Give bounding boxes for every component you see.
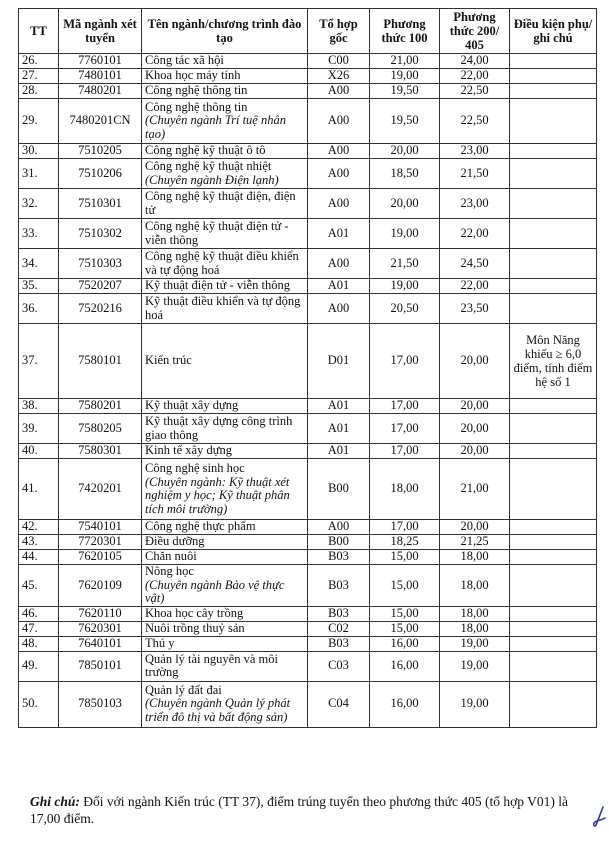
row-number: 40. <box>19 444 59 459</box>
table-row <box>19 535 597 550</box>
table-row <box>19 565 597 607</box>
table-row <box>19 459 597 520</box>
program-specialization-text: (Chuyên ngành Quản lý phát triển đô thị và bất động sản) <box>145 696 291 724</box>
score-method-200: 20,00 <box>440 399 510 414</box>
subject-combination: A01 <box>308 414 370 444</box>
additional-condition <box>510 550 597 565</box>
additional-condition <box>510 189 597 219</box>
program-name <box>142 414 308 444</box>
table-row <box>19 399 597 414</box>
program-name <box>142 54 308 69</box>
score-method-200: 22,00 <box>440 219 510 249</box>
table-row <box>19 159 597 189</box>
program-name <box>142 99 308 144</box>
program-name-text: Công nghệ kỹ thuật ô tô <box>145 143 266 158</box>
subject-combination: A00 <box>308 84 370 99</box>
score-method-100: 18,25 <box>370 535 440 550</box>
table-row <box>19 99 597 144</box>
program-name-text: Kỹ thuật xây dựng <box>145 398 239 413</box>
score-method-100: 19,50 <box>370 84 440 99</box>
program-name-text: Công tác xã hội <box>145 53 224 68</box>
subject-combination: D01 <box>308 324 370 399</box>
score-method-200: 19,00 <box>440 636 510 651</box>
program-name <box>142 219 308 249</box>
program-code: 7510205 <box>59 144 142 159</box>
program-code: 7760101 <box>59 54 142 69</box>
table-row <box>19 606 597 621</box>
additional-condition <box>510 279 597 294</box>
table-row <box>19 219 597 249</box>
program-code: 7510301 <box>59 189 142 219</box>
score-method-200: 18,00 <box>440 606 510 621</box>
program-code: 7510206 <box>59 159 142 189</box>
additional-condition <box>510 99 597 144</box>
row-number: 46. <box>19 606 59 621</box>
program-code: 7480201CN <box>59 99 142 144</box>
additional-condition: Môn Năng khiếu ≥ 6,0 điểm, tính điểm hệ số 1 <box>510 324 597 399</box>
score-method-200: 21,25 <box>440 535 510 550</box>
score-method-100: 20,50 <box>370 294 440 324</box>
program-specialization-text: (Chuyên ngành Điện lạnh) <box>145 172 279 187</box>
row-number: 31. <box>19 159 59 189</box>
row-number: 48. <box>19 636 59 651</box>
row-number: 42. <box>19 520 59 535</box>
program-name-text: Công nghệ thực phẩm <box>145 519 256 534</box>
header-method-200: Phương thức 200/ 405 <box>440 9 510 54</box>
table-row <box>19 550 597 565</box>
program-name-text: Công nghệ thông tin <box>145 83 248 98</box>
footnote-text: Đối với ngành Kiến trúc (TT 37), điểm trúng tuyển theo phương thức 405 (tổ hợp V01) là 17,00 điểm. <box>30 794 568 826</box>
program-name <box>142 636 308 651</box>
additional-condition <box>510 159 597 189</box>
additional-condition <box>510 84 597 99</box>
signature-mark-icon <box>591 806 607 828</box>
row-number: 41. <box>19 459 59 520</box>
additional-condition <box>510 249 597 279</box>
program-name-text: Công nghệ kỹ thuật điện tử - viễn thông <box>145 219 289 247</box>
table-row <box>19 324 597 399</box>
table-row <box>19 520 597 535</box>
subject-combination: B03 <box>308 606 370 621</box>
admission-score-table <box>18 8 597 728</box>
program-name-text: Công nghệ kỹ thuật nhiệt <box>145 159 272 173</box>
score-method-200: 18,00 <box>440 565 510 607</box>
table-body <box>19 54 597 728</box>
subject-combination: A01 <box>308 399 370 414</box>
program-code: 7580205 <box>59 414 142 444</box>
additional-condition <box>510 606 597 621</box>
program-code: 7620109 <box>59 565 142 607</box>
score-method-100: 15,00 <box>370 565 440 607</box>
additional-condition <box>510 681 597 727</box>
program-name <box>142 159 308 189</box>
row-number: 47. <box>19 621 59 636</box>
program-name-text: Chăn nuôi <box>145 549 197 564</box>
table-row <box>19 636 597 651</box>
additional-condition <box>510 444 597 459</box>
program-name <box>142 606 308 621</box>
table-row <box>19 279 597 294</box>
table-row <box>19 681 597 727</box>
score-method-100: 21,50 <box>370 249 440 279</box>
score-method-200: 18,00 <box>440 550 510 565</box>
program-name-text: Quản lý tài nguyên và môi trường <box>145 651 278 679</box>
subject-combination: A00 <box>308 159 370 189</box>
program-code: 7580101 <box>59 324 142 399</box>
score-method-100: 20,00 <box>370 144 440 159</box>
program-code: 7620105 <box>59 550 142 565</box>
additional-condition <box>510 636 597 651</box>
score-method-100: 18,00 <box>370 459 440 520</box>
program-name <box>142 681 308 727</box>
table-row <box>19 249 597 279</box>
score-method-100: 19,00 <box>370 69 440 84</box>
table-row <box>19 69 597 84</box>
row-number: 35. <box>19 279 59 294</box>
subject-combination: C02 <box>308 621 370 636</box>
subject-combination: B03 <box>308 565 370 607</box>
subject-combination: B00 <box>308 459 370 520</box>
subject-combination: A00 <box>308 189 370 219</box>
program-name-text: Kỹ thuật điều khiển và tự động hoá <box>145 294 301 322</box>
program-code: 7540101 <box>59 520 142 535</box>
row-number: 32. <box>19 189 59 219</box>
additional-condition <box>510 294 597 324</box>
program-code: 7580201 <box>59 399 142 414</box>
program-code: 7480201 <box>59 84 142 99</box>
program-code: 7620301 <box>59 621 142 636</box>
program-code: 7520207 <box>59 279 142 294</box>
row-number: 37. <box>19 324 59 399</box>
program-name-text: Kinh tế xây dựng <box>145 443 232 458</box>
score-method-200: 23,00 <box>440 189 510 219</box>
score-method-200: 22,00 <box>440 69 510 84</box>
program-name-text: Nuôi trồng thuỷ sản <box>145 620 245 635</box>
subject-combination: A00 <box>308 520 370 535</box>
header-note: Điều kiện phụ/ ghi chú <box>510 9 597 54</box>
row-number: 45. <box>19 565 59 607</box>
program-name-text: Công nghệ thông tin <box>145 99 248 114</box>
program-specialization-text: (Chuyên ngành: Kỹ thuật xét nghiệm y học; Kỹ thuật phân tích môi trường) <box>145 474 290 516</box>
score-method-200: 23,00 <box>440 144 510 159</box>
additional-condition <box>510 520 597 535</box>
table-row <box>19 84 597 99</box>
footnote-label: Ghi chú: <box>30 794 80 809</box>
program-code: 7640101 <box>59 636 142 651</box>
subject-combination: A01 <box>308 279 370 294</box>
additional-condition <box>510 651 597 681</box>
score-method-100: 15,00 <box>370 621 440 636</box>
score-method-200: 21,50 <box>440 159 510 189</box>
row-number: 29. <box>19 99 59 144</box>
score-method-200: 23,50 <box>440 294 510 324</box>
additional-condition <box>510 459 597 520</box>
score-method-200: 20,00 <box>440 520 510 535</box>
row-number: 26. <box>19 54 59 69</box>
additional-condition <box>510 565 597 607</box>
additional-condition <box>510 69 597 84</box>
program-name <box>142 294 308 324</box>
additional-condition <box>510 144 597 159</box>
score-method-100: 19,50 <box>370 99 440 144</box>
score-method-200: 21,00 <box>440 459 510 520</box>
program-name-text: Kỹ thuật điện tử - viễn thông <box>145 278 290 293</box>
subject-combination: A01 <box>308 444 370 459</box>
table-header-row <box>19 9 597 54</box>
program-name <box>142 189 308 219</box>
program-name-text: Điều dưỡng <box>145 534 205 549</box>
score-method-200: 22,50 <box>440 84 510 99</box>
program-name <box>142 565 308 607</box>
program-name-text: Khoa học máy tính <box>145 68 241 83</box>
score-method-200: 20,00 <box>440 324 510 399</box>
score-method-200: 22,00 <box>440 279 510 294</box>
score-method-200: 18,00 <box>440 621 510 636</box>
score-method-100: 16,00 <box>370 636 440 651</box>
program-name <box>142 459 308 520</box>
program-name-text: Công nghệ kỹ thuật điều khiển và tự động hoá <box>145 249 299 277</box>
row-number: 28. <box>19 84 59 99</box>
program-name-text: Quản lý đất đai <box>145 682 222 697</box>
subject-combination: A00 <box>308 249 370 279</box>
program-name <box>142 535 308 550</box>
program-name-text: Công nghệ kỹ thuật điện, điện tử <box>145 189 296 217</box>
additional-condition <box>510 219 597 249</box>
table-row <box>19 294 597 324</box>
program-specialization-text: (Chuyên ngành Bảo vệ thực vật) <box>145 577 285 605</box>
table-row <box>19 54 597 69</box>
table-row <box>19 444 597 459</box>
score-method-100: 15,00 <box>370 606 440 621</box>
header-combination: Tổ hợp gốc <box>308 9 370 54</box>
program-code: 7420201 <box>59 459 142 520</box>
row-number: 43. <box>19 535 59 550</box>
score-method-200: 20,00 <box>440 414 510 444</box>
program-specialization-text: (Chuyên ngành Trí tuệ nhân tạo) <box>145 113 286 141</box>
footnote <box>30 793 590 827</box>
additional-condition <box>510 54 597 69</box>
program-code: 7510303 <box>59 249 142 279</box>
program-code: 7520216 <box>59 294 142 324</box>
score-method-200: 19,00 <box>440 651 510 681</box>
header-tt: TT <box>19 9 59 54</box>
subject-combination: X26 <box>308 69 370 84</box>
row-number: 34. <box>19 249 59 279</box>
program-name <box>142 550 308 565</box>
table-row <box>19 189 597 219</box>
additional-condition <box>510 621 597 636</box>
score-method-100: 17,00 <box>370 324 440 399</box>
subject-combination: B03 <box>308 550 370 565</box>
program-name <box>142 444 308 459</box>
score-method-200: 24,50 <box>440 249 510 279</box>
program-name <box>142 84 308 99</box>
row-number: 33. <box>19 219 59 249</box>
header-program-name: Tên ngành/chương trình đào tạo <box>142 9 308 54</box>
row-number: 50. <box>19 681 59 727</box>
table-row <box>19 651 597 681</box>
score-method-100: 17,00 <box>370 414 440 444</box>
table-row <box>19 414 597 444</box>
subject-combination: C00 <box>308 54 370 69</box>
program-name <box>142 69 308 84</box>
score-method-100: 16,00 <box>370 681 440 727</box>
score-method-100: 21,00 <box>370 54 440 69</box>
program-code: 7510302 <box>59 219 142 249</box>
program-name-text: Công nghệ sinh học <box>145 461 245 475</box>
row-number: 27. <box>19 69 59 84</box>
program-code: 7720301 <box>59 535 142 550</box>
score-method-100: 17,00 <box>370 399 440 414</box>
program-name <box>142 520 308 535</box>
score-method-100: 18,50 <box>370 159 440 189</box>
program-name <box>142 279 308 294</box>
program-name-text: Kỹ thuật xây dựng công trình giao thông <box>145 414 293 442</box>
score-method-200: 22,50 <box>440 99 510 144</box>
program-name-text: Nông học <box>145 564 194 578</box>
row-number: 49. <box>19 651 59 681</box>
score-method-100: 15,00 <box>370 550 440 565</box>
score-method-100: 17,00 <box>370 444 440 459</box>
subject-combination: A00 <box>308 99 370 144</box>
subject-combination: A00 <box>308 144 370 159</box>
row-number: 38. <box>19 399 59 414</box>
row-number: 30. <box>19 144 59 159</box>
subject-combination: A00 <box>308 294 370 324</box>
program-code: 7580301 <box>59 444 142 459</box>
subject-combination: B03 <box>308 636 370 651</box>
subject-combination: C03 <box>308 651 370 681</box>
program-name-text: Khoa học cây trồng <box>145 605 244 620</box>
table-row <box>19 144 597 159</box>
subject-combination: A01 <box>308 219 370 249</box>
program-name <box>142 144 308 159</box>
header-method-100: Phương thức 100 <box>370 9 440 54</box>
program-name-text: Thú y <box>145 635 175 650</box>
score-method-100: 16,00 <box>370 651 440 681</box>
additional-condition <box>510 535 597 550</box>
program-code: 7850103 <box>59 681 142 727</box>
row-number: 44. <box>19 550 59 565</box>
row-number: 39. <box>19 414 59 444</box>
subject-combination: B00 <box>308 535 370 550</box>
program-code: 7620110 <box>59 606 142 621</box>
score-method-100: 19,00 <box>370 279 440 294</box>
program-name <box>142 621 308 636</box>
additional-condition <box>510 414 597 444</box>
program-name <box>142 399 308 414</box>
program-code: 7480101 <box>59 69 142 84</box>
additional-condition <box>510 399 597 414</box>
program-name <box>142 651 308 681</box>
program-name-text: Kiến trúc <box>145 353 192 368</box>
score-method-100: 19,00 <box>370 219 440 249</box>
table-row <box>19 621 597 636</box>
score-method-200: 24,00 <box>440 54 510 69</box>
row-number: 36. <box>19 294 59 324</box>
score-method-200: 19,00 <box>440 681 510 727</box>
header-code: Mã ngành xét tuyển <box>59 9 142 54</box>
admission-table-container <box>18 8 596 728</box>
score-method-200: 20,00 <box>440 444 510 459</box>
program-code: 7850101 <box>59 651 142 681</box>
program-name <box>142 324 308 399</box>
score-method-100: 20,00 <box>370 189 440 219</box>
subject-combination: C04 <box>308 681 370 727</box>
score-method-100: 17,00 <box>370 520 440 535</box>
program-name <box>142 249 308 279</box>
